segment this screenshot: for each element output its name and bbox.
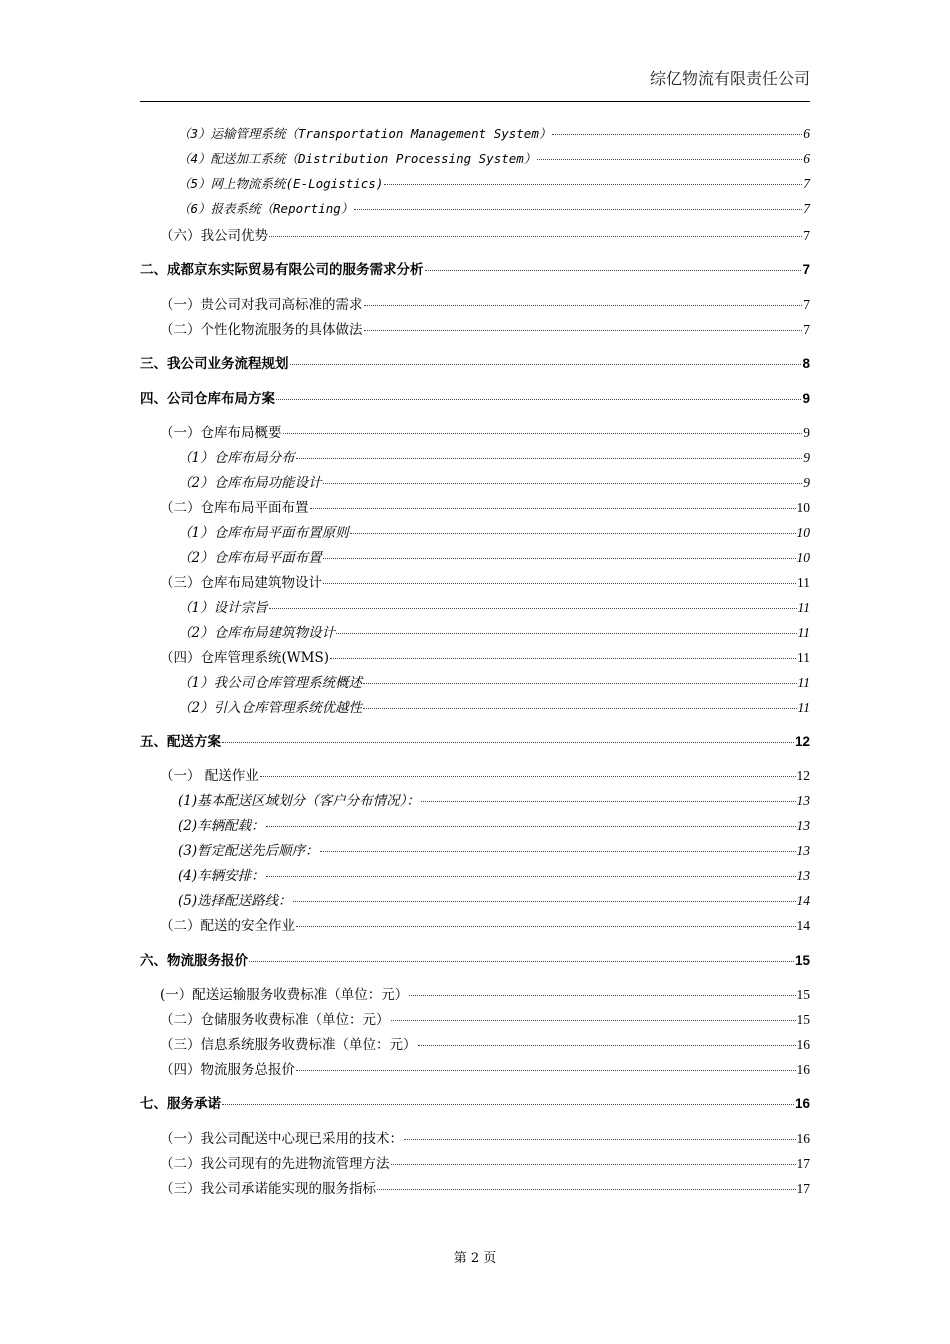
toc-entry[interactable]	[140, 1177, 810, 1199]
toc-entry[interactable]	[140, 671, 810, 693]
toc-entry-title: (1)基本配送区域划分（客户分布情况）：	[178, 793, 420, 809]
toc-leader-dots	[363, 683, 796, 684]
toc-leader-dots	[323, 583, 796, 584]
toc-entry-page: 10	[796, 500, 810, 515]
toc-entry-title: （1）仓库布局分布	[178, 450, 295, 466]
toc-entry-title: （1）设计宗旨	[178, 600, 268, 616]
toc-entry[interactable]	[140, 318, 810, 340]
toc-entry-title: （三）信息系统服务收费标准（单位：元）	[160, 1037, 417, 1053]
toc-entry-title: 三、我公司业务流程规划	[140, 356, 289, 372]
toc-entry-page: 12	[794, 734, 810, 749]
toc-entry[interactable]	[140, 696, 810, 718]
toc-entry-page: 9	[802, 391, 810, 406]
toc-entry-title: （二）个性化物流服务的具体做法	[160, 322, 363, 338]
toc-leader-dots	[354, 209, 802, 210]
toc-leader-dots	[293, 901, 796, 902]
toc-entry-page: 8	[802, 356, 810, 371]
toc-entry[interactable]	[140, 521, 810, 543]
toc-entry-page: 16	[796, 1037, 810, 1052]
toc-leader-dots	[552, 134, 802, 135]
toc-entry-page: 10	[796, 525, 810, 540]
toc-entry-page: 7	[803, 176, 810, 191]
toc-leader-dots	[323, 483, 803, 484]
toc-entry-title: （四）仓库管理系统(WMS)	[160, 650, 329, 666]
toc-entry[interactable]	[140, 789, 810, 811]
toc-entry[interactable]	[140, 149, 810, 171]
toc-entry-page: 7	[803, 322, 810, 337]
toc-leader-dots	[296, 458, 803, 459]
toc-leader-dots	[364, 330, 803, 331]
toc-entry[interactable]	[140, 814, 810, 836]
toc-entry[interactable]	[140, 730, 810, 752]
toc-entry[interactable]	[140, 839, 810, 861]
toc-entry[interactable]	[140, 983, 810, 1005]
toc-entry-title: (5)选择配送路线：	[178, 893, 292, 909]
toc-leader-dots	[421, 801, 796, 802]
page-number: 第 2 页	[453, 1251, 497, 1266]
toc-entry[interactable]	[140, 224, 810, 246]
toc-entry-title: (2)车辆配载：	[178, 818, 265, 834]
toc-entry-title: 六、物流服务报价	[140, 953, 248, 969]
toc-entry-title: （四）物流服务总报价	[160, 1062, 295, 1078]
toc-entry-title: （一） 配送作业	[160, 768, 259, 784]
toc-entry-title: （2）仓库布局平面布置	[178, 550, 322, 566]
toc-leader-dots	[323, 558, 796, 559]
toc-entry[interactable]	[140, 621, 810, 643]
toc-entry-title: (一）配送运输服务收费标准（单位：元）	[160, 987, 409, 1003]
toc-entry-title: （3）运输管理系统（Transportation Management System）	[178, 126, 552, 141]
toc-leader-dots	[404, 1139, 796, 1140]
toc-entry-page: 12	[796, 768, 810, 783]
toc-entry[interactable]	[140, 352, 810, 374]
toc-leader-dots	[310, 508, 796, 509]
toc-leader-dots	[537, 159, 802, 160]
toc-entry-page: 14	[796, 893, 810, 908]
toc-entry-title: （六）我公司优势	[160, 228, 268, 244]
toc-entry-title: （二）我公司现有的先进物流管理方法	[160, 1156, 390, 1172]
toc-entry[interactable]	[140, 949, 810, 971]
toc-leader-dots	[336, 633, 796, 634]
toc-entry-page: 7	[802, 262, 810, 277]
toc-entry-page: 13	[796, 843, 810, 858]
toc-entry[interactable]	[140, 1008, 810, 1030]
toc-entry-page: 15	[794, 953, 810, 968]
toc-leader-dots	[384, 184, 802, 185]
toc-leader-dots	[290, 364, 802, 365]
toc-entry-page: 17	[796, 1181, 810, 1196]
toc-entry[interactable]	[140, 1092, 810, 1114]
toc-entry[interactable]	[140, 1033, 810, 1055]
toc-entry[interactable]	[140, 1127, 810, 1149]
toc-entry-title: (3)暂定配送先后顺序：	[178, 843, 319, 859]
toc-entry[interactable]	[140, 889, 810, 911]
toc-entry[interactable]	[140, 421, 810, 443]
toc-leader-dots	[425, 270, 802, 271]
toc-leader-dots	[266, 826, 796, 827]
toc-leader-dots	[377, 1189, 796, 1190]
toc-entry-title: （2）仓库布局建筑物设计	[178, 625, 336, 641]
toc-entry[interactable]	[140, 387, 810, 409]
toc-entry-page: 9	[803, 450, 810, 465]
toc-leader-dots	[296, 1070, 796, 1071]
toc-entry[interactable]	[140, 293, 810, 315]
toc-entry[interactable]	[140, 864, 810, 886]
toc-entry[interactable]	[140, 446, 810, 468]
toc-entry-title: （6）报表系统（Reporting）	[178, 201, 354, 216]
toc-leader-dots	[249, 961, 794, 962]
toc-entry-page: 11	[797, 700, 810, 715]
toc-leader-dots	[391, 1020, 796, 1021]
toc-entry-page: 15	[796, 1012, 810, 1027]
toc-entry-page: 6	[803, 126, 810, 141]
toc-entry[interactable]	[140, 124, 810, 146]
toc-entry[interactable]	[140, 646, 810, 668]
toc-entry-title: （1）我公司仓库管理系统概述	[178, 675, 363, 691]
toc-entry[interactable]	[140, 496, 810, 518]
toc-leader-dots	[260, 776, 796, 777]
toc-entry-page: 7	[803, 297, 810, 312]
toc-entry-title: （二）仓库布局平面布置	[160, 500, 309, 516]
toc-entry[interactable]	[140, 1152, 810, 1174]
toc-entry-page: 11	[797, 675, 810, 690]
toc-leader-dots	[320, 851, 796, 852]
toc-entry[interactable]	[140, 471, 810, 493]
toc-leader-dots	[222, 742, 794, 743]
toc-entry-page: 11	[797, 600, 810, 615]
toc-entry-title: （一）贵公司对我司高标准的需求	[160, 297, 363, 313]
toc-leader-dots	[363, 708, 796, 709]
toc-entry-page: 7	[803, 228, 810, 243]
toc-entry[interactable]	[140, 571, 810, 593]
toc-leader-dots	[364, 305, 803, 306]
toc-leader-dots	[350, 533, 796, 534]
toc-leader-dots	[283, 433, 803, 434]
toc-leader-dots	[296, 926, 796, 927]
page-header-company: 综亿物流有限责任公司	[649, 69, 810, 88]
toc-entry-page: 11	[797, 650, 810, 665]
toc-entry-title: （三）仓库布局建筑物设计	[160, 575, 322, 591]
toc-entry[interactable]	[140, 199, 810, 221]
toc-entry-page: 17	[796, 1156, 810, 1171]
header-rule	[140, 101, 810, 102]
toc-entry-title: 四、公司仓库布局方案	[140, 391, 275, 407]
toc-leader-dots	[418, 1045, 796, 1046]
toc-entry[interactable]	[140, 174, 810, 196]
toc-entry-page: 13	[796, 793, 810, 808]
toc-entry[interactable]	[140, 596, 810, 618]
toc-leader-dots	[330, 658, 796, 659]
toc-entry-page: 13	[796, 868, 810, 883]
toc-entry-title: （三）我公司承诺能实现的服务指标	[160, 1181, 376, 1197]
toc-leader-dots	[269, 236, 802, 237]
toc-entry-title: （4）配送加工系统（Distribution Processing System）	[178, 151, 537, 166]
toc-entry-page: 11	[797, 575, 810, 590]
toc-leader-dots	[391, 1164, 796, 1165]
toc-entry-page: 9	[803, 425, 810, 440]
toc-entry-title: (4)车辆安排：	[178, 868, 265, 884]
toc-entry-page: 16	[796, 1131, 810, 1146]
toc-entry-title: （2）引入仓库管理系统优越性	[178, 700, 363, 716]
toc-entry-page: 10	[796, 550, 810, 565]
toc-entry[interactable]	[140, 914, 810, 936]
toc-entry-title: 五、配送方案	[140, 734, 221, 750]
toc-entry-page: 6	[803, 151, 810, 166]
toc-entry-title: （二）仓储服务收费标准（单位：元）	[160, 1012, 390, 1028]
toc-leader-dots	[222, 1104, 794, 1105]
toc-entry-title: （二）配送的安全作业	[160, 918, 295, 934]
toc-entry-title: （1）仓库布局平面布置原则	[178, 525, 349, 541]
toc-entry-title: （一）我公司配送中心现已采用的技术：	[160, 1131, 403, 1147]
toc-entry[interactable]	[140, 764, 810, 786]
toc-entry[interactable]	[140, 546, 810, 568]
toc-entry-page: 7	[803, 201, 810, 216]
toc-leader-dots	[409, 995, 795, 996]
toc-entry-page: 16	[796, 1062, 810, 1077]
toc-entry-title: 七、服务承诺	[140, 1096, 221, 1112]
toc-entry-page: 15	[796, 987, 810, 1002]
toc-leader-dots	[269, 608, 797, 609]
toc-entry-title: （5）网上物流系统(E-Logistics)	[178, 176, 384, 191]
toc-leader-dots	[266, 876, 796, 877]
toc-entry-title: （2）仓库布局功能设计	[178, 475, 322, 491]
toc-entry-title: 二、成都京东实际贸易有限公司的服务需求分析	[140, 262, 424, 278]
toc-entry-page: 11	[797, 625, 810, 640]
toc-entry-page: 13	[796, 818, 810, 833]
toc-entry[interactable]	[140, 258, 810, 280]
toc-entry[interactable]	[140, 1058, 810, 1080]
toc-entry-title: （一）仓库布局概要	[160, 425, 282, 441]
toc-entry-page: 14	[796, 918, 810, 933]
toc-entry-page: 16	[794, 1096, 810, 1111]
toc-leader-dots	[276, 399, 801, 400]
toc-entry-page: 9	[803, 475, 810, 490]
